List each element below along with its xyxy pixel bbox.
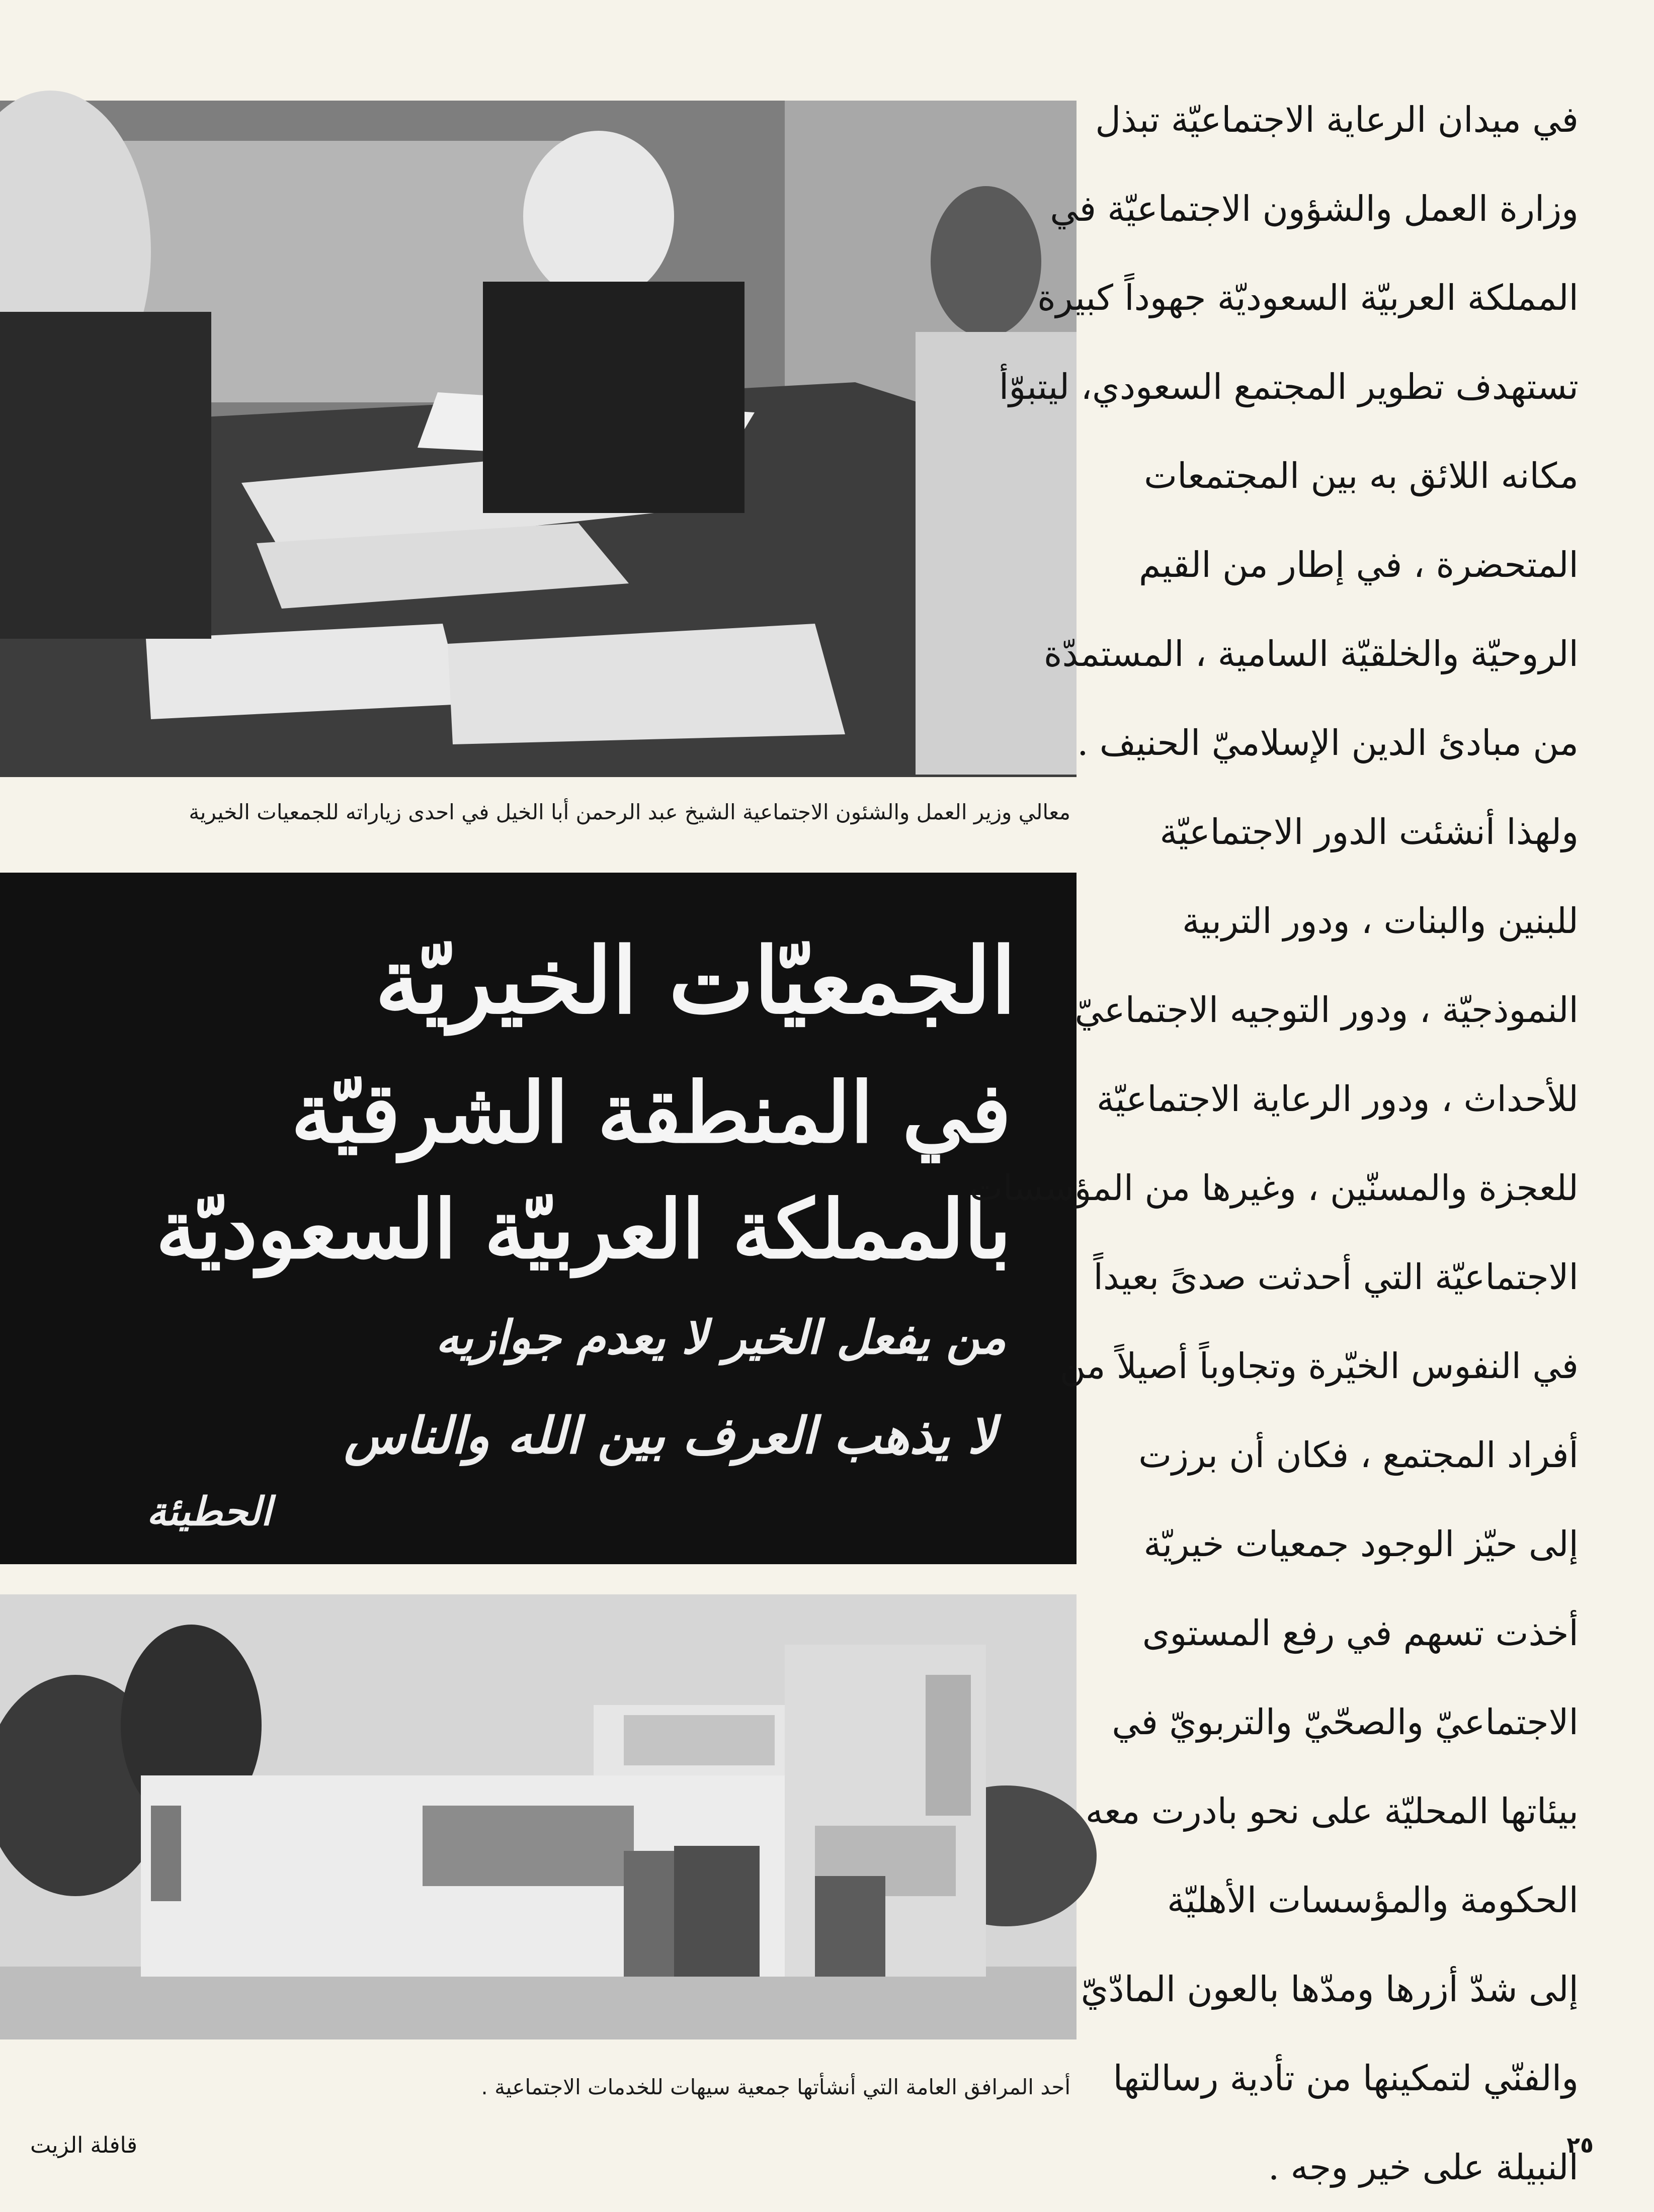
bottom-photo-caption: أحد المرافق العامة التي أنشأتها جمعية سيهات للخدمات الاجتماعية . xyxy=(481,2075,1070,2099)
building-photo xyxy=(0,1594,1077,2039)
top-photo-caption: معالي وزير العمل والشئون الاجتماعية الشيخ عبد الرحمن أبا الخيل في احدى زياراته للجمعيات الخيرية xyxy=(189,800,1070,824)
title-panel xyxy=(0,873,1077,1564)
article-title-line-2: في المنطقة الشرقيّة xyxy=(291,1064,1011,1161)
page-number: ٢٥ xyxy=(1566,2133,1594,2158)
body-line: بيئاتها المحليّة على نحو بادرت معه xyxy=(1085,1791,1579,1832)
body-line: للأحداث ، ودور الرعاية الاجتماعيّة xyxy=(1096,1078,1579,1120)
poetry-verse-1: من يفعل الخير لا يعدم جوازيه xyxy=(435,1310,1006,1365)
poetry-verse-2: لا يذهب العرف بين الله والناس xyxy=(344,1406,996,1465)
body-line: الروحيّة والخلقيّة السامية ، المستمدّة xyxy=(1043,633,1579,674)
body-line: المتحضرة ، في إطار من القيم xyxy=(1138,544,1579,585)
body-line: الحكومة والمؤسسات الأهليّة xyxy=(1167,1880,1579,1921)
body-line: للعجزة والمسنّين ، وغيرها من المؤسسات xyxy=(969,1167,1579,1209)
body-line: الاجتماعيّ والصحّيّ والتربويّ في xyxy=(1112,1701,1579,1743)
body-line: النبيلة على خير وجه . xyxy=(1268,2147,1579,2188)
body-line: أفراد المجتمع ، فكان أن برزت xyxy=(1138,1434,1579,1476)
meeting-photo xyxy=(0,101,1077,777)
poet-name: الحطيئة xyxy=(146,1489,272,1535)
article-body xyxy=(969,75,1579,2188)
body-line: للبنين والبنات ، ودور التربية xyxy=(1182,900,1579,942)
article-title-line-3: بالمملكة العربيّة السعوديّة xyxy=(155,1182,1011,1277)
body-line: المملكة العربيّة السعوديّة جهوداً كبيرة xyxy=(1037,277,1579,318)
magazine-name: قافلة الزيت xyxy=(30,2133,137,2158)
body-line: تستهدف تطوير المجتمع السعودي، ليتبوّأ xyxy=(999,366,1579,407)
body-line: النموذجيّة ، ودور التوجيه الاجتماعيّ xyxy=(1074,989,1579,1031)
body-line: وزارة العمل والشؤون الاجتماعيّة في xyxy=(1050,188,1579,229)
body-line: أخذت تسهم في رفع المستوى xyxy=(1142,1612,1579,1654)
body-line: والفنّي لتمكينها من تأدية رسالتها xyxy=(1113,2058,1579,2099)
body-line: ولهذا أنشئت الدور الاجتماعيّة xyxy=(1160,811,1579,853)
body-line: إلى حيّز الوجود جمعيات خيريّة xyxy=(1143,1523,1579,1565)
body-line: مكانه اللائق به بين المجتمعات xyxy=(1144,455,1579,496)
body-line: من مبادئ الدين الإسلاميّ الحنيف . xyxy=(1077,722,1579,763)
article-title: الجمعيّات الخيريّة xyxy=(375,928,1016,1034)
body-line: في ميدان الرعاية الاجتماعيّة تبذل xyxy=(1095,99,1579,140)
body-line: في النفوس الخيّرة وتجاوباً أصيلاً من xyxy=(1059,1345,1579,1387)
body-line: الاجتماعيّة التي أحدثت صدىً بعيداً xyxy=(1093,1256,1579,1298)
body-line: إلى شدّ أزرها ومدّها بالعون المادّيّ xyxy=(1081,1969,1579,2010)
